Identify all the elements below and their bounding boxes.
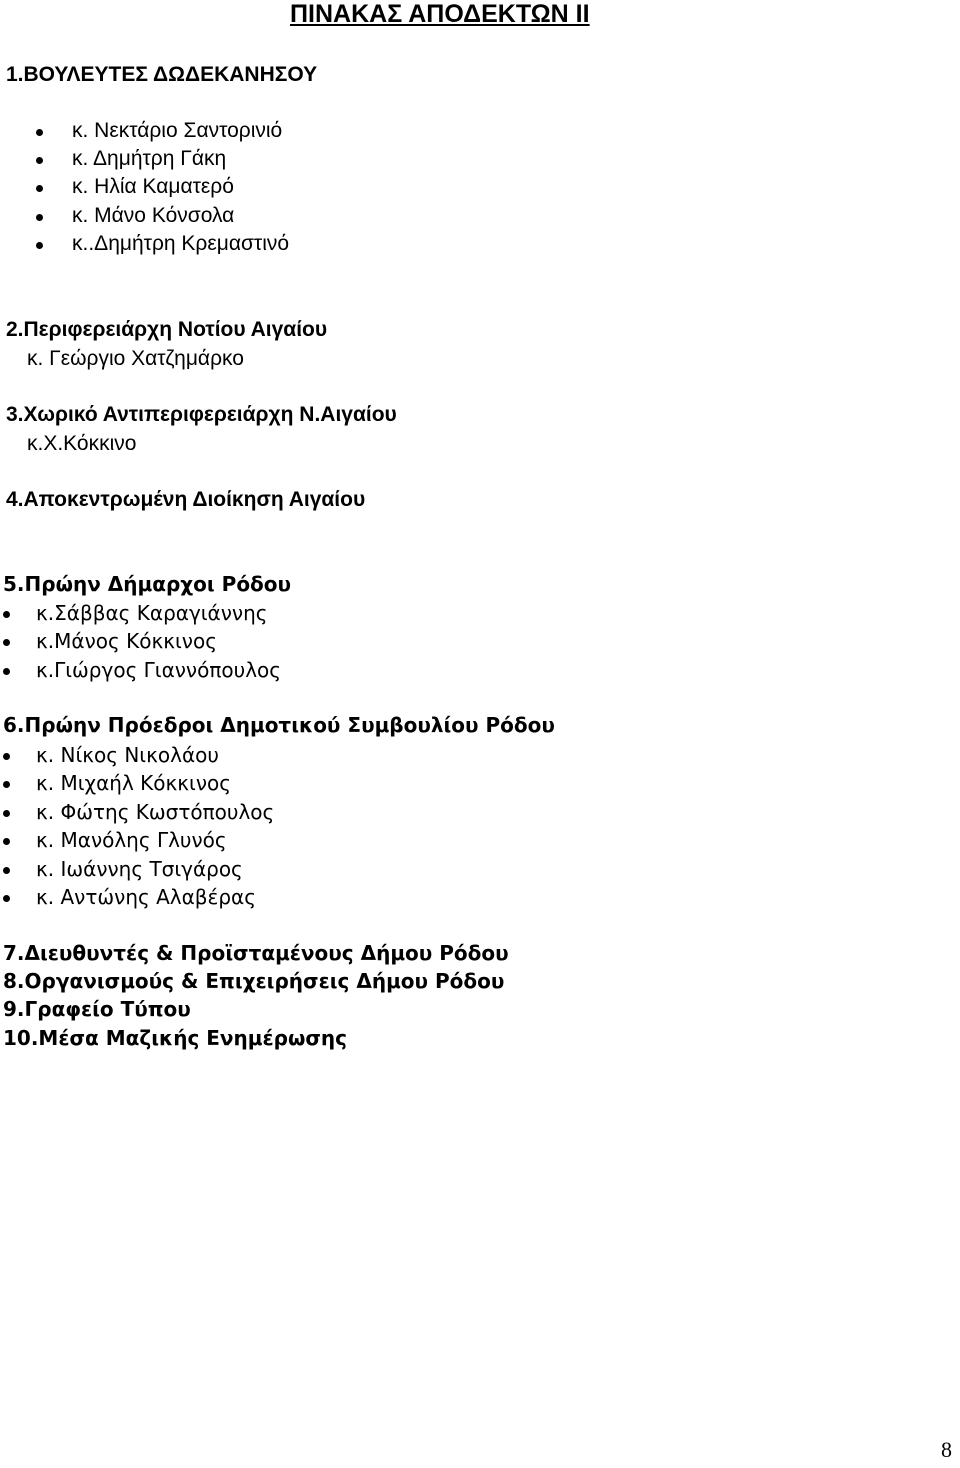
bullet-icon xyxy=(3,810,10,817)
section-7-heading: 7.Διευθυντές & Προϊσταμένους Δήμου Ρόδου xyxy=(3,941,509,965)
section-1-heading: 1.ΒΟΥΛΕΥΤΕΣ ΔΩΔΕΚΑΝΗΣΟΥ xyxy=(6,63,318,86)
bullet-icon xyxy=(3,838,10,845)
bullet-icon xyxy=(36,157,43,164)
section-2-recipient: κ. Γεώργιο Χατζημάρκο xyxy=(27,347,244,370)
bullet-icon xyxy=(3,753,10,760)
bullet-icon xyxy=(36,242,43,249)
bullet-icon xyxy=(3,668,10,675)
section-4-heading: 4.Αποκεντρωμένη Διοίκηση Αιγαίου xyxy=(6,488,366,511)
bullet-icon xyxy=(3,639,10,646)
bullet-icon xyxy=(3,781,10,788)
bullet-icon xyxy=(3,867,10,874)
bullet-icon xyxy=(36,129,43,136)
section-5-heading: 5.Πρώην Δήμαρχοι Ρόδου xyxy=(3,572,292,596)
bullet-icon xyxy=(3,611,10,618)
bullet-icon xyxy=(3,895,10,902)
section-6-heading: 6.Πρώην Πρόεδροι Δημοτικού Συμβουλίου Ρόδου xyxy=(3,713,555,737)
page-title: ΠΙΝΑΚΑΣ ΑΠΟΔΕΚΤΩΝ ΙΙ xyxy=(290,0,590,28)
section-2-heading: 2.Περιφερειάρχη Νοτίου Αιγαίου xyxy=(6,318,328,341)
page-number: 8 xyxy=(941,1437,952,1462)
section-8-heading: 8.Οργανισμούς & Επιχειρήσεις Δήμου Ρόδου xyxy=(3,969,505,993)
bullet-icon xyxy=(36,185,43,192)
section-3-recipient: κ.Χ.Κόκκινο xyxy=(27,432,137,455)
bullet-icon xyxy=(36,214,43,221)
section-3-heading: 3.Χωρικό Αντιπεριφερειάρχη Ν.Αιγαίου xyxy=(6,403,397,426)
section-10-heading: 10.Μέσα Μαζικής Ενημέρωσης xyxy=(3,1026,348,1050)
section-9-heading: 9.Γραφείο Τύπου xyxy=(3,997,191,1021)
